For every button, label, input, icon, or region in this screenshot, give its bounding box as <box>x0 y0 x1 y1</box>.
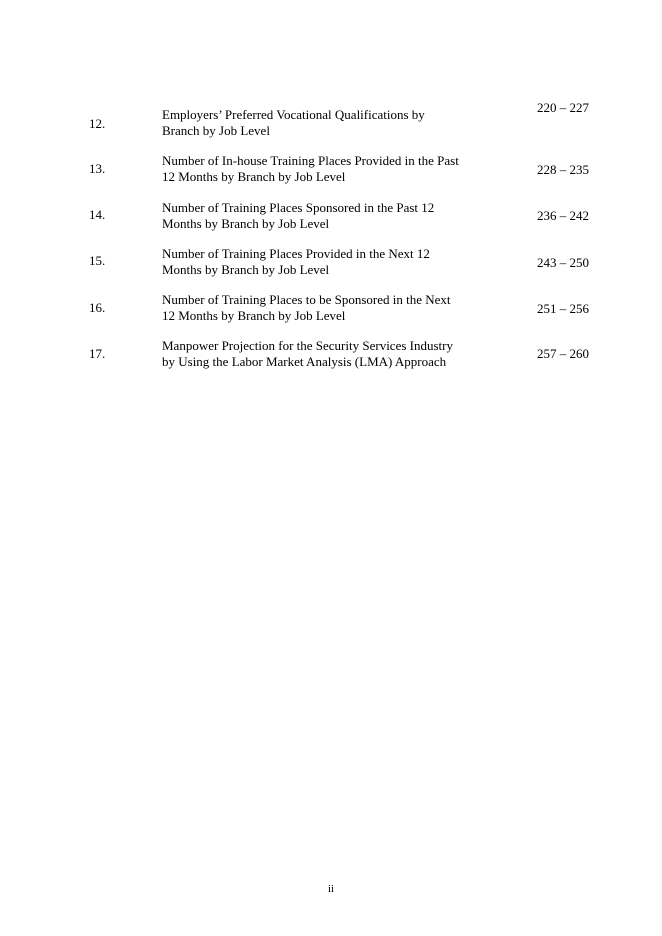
entry-number: 14. <box>89 207 106 222</box>
entry-title-line: Months by Branch by Job Level <box>162 262 330 277</box>
entry-title-line: Number of Training Places Sponsored in the Past 12 <box>162 200 435 215</box>
entry-title <box>162 153 492 185</box>
entry-title <box>162 200 492 232</box>
entry-title-line: 12 Months by Branch by Job Level <box>162 169 346 184</box>
entry-title-line: 12 Months by Branch by Job Level <box>162 308 346 323</box>
entry-title-line: Number of In-house Training Places Provided in the Past <box>162 153 459 168</box>
page-number: ii <box>327 883 335 895</box>
entry-title-line: Months by Branch by Job Level <box>162 216 330 231</box>
entry-title-line: Branch by Job Level <box>162 123 270 138</box>
table-of-contents <box>0 0 662 400</box>
entry-title <box>162 338 492 370</box>
entry-title-line: Employers’ Preferred Vocational Qualifications by <box>162 107 425 122</box>
toc-entry <box>0 100 662 147</box>
entry-page-range: 228 – 235 <box>537 162 589 177</box>
entry-title-line: Number of Training Places Provided in the Next 12 <box>162 246 430 261</box>
toc-entry <box>0 338 662 378</box>
entry-title-line: Number of Training Places to be Sponsored in the Next <box>162 292 451 307</box>
entry-page-range: 220 – 227 <box>537 100 589 115</box>
entry-number: 15. <box>89 253 106 268</box>
entry-page-range: 251 – 256 <box>537 301 589 316</box>
toc-entry <box>0 246 662 286</box>
entry-page-range: 257 – 260 <box>537 346 589 361</box>
entry-title <box>162 246 492 278</box>
entry-number: 13. <box>89 161 106 176</box>
entry-page-range: 236 – 242 <box>537 208 589 223</box>
toc-entry <box>0 153 662 193</box>
entry-title-line: by Using the Labor Market Analysis (LMA) Approach <box>162 354 447 369</box>
entry-title <box>162 107 492 139</box>
entry-page-range: 243 – 250 <box>537 255 589 270</box>
toc-entry <box>0 292 662 332</box>
entry-title <box>162 292 492 324</box>
entry-number: 17. <box>89 346 106 361</box>
entry-title-line: Manpower Projection for the Security Services Industry <box>162 338 453 353</box>
entry-number: 12. <box>89 116 106 131</box>
toc-entry <box>0 200 662 240</box>
entry-number: 16. <box>89 300 106 315</box>
